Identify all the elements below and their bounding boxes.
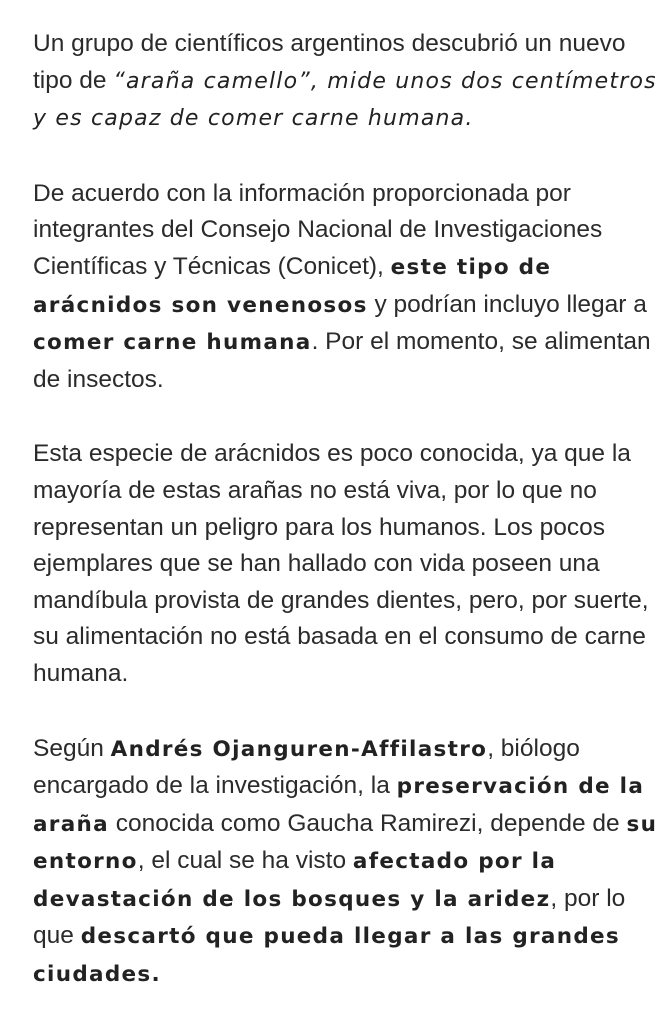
biologist-bold-descarto: descartó que pueda llegar a las grandes ciudades. [33, 924, 621, 988]
biologist-text: Según [33, 734, 111, 762]
species-text: Esta especie de arácnidos es poco conocida, ya que la mayoría de estas arañas no está viva, por lo que no representan un peligro para los humanos. Los pocos ejemplares que se han hallado con vida poseen una mandíbula provista de grandes dientes, pero, por suerte, su alimentación no está basada en el consumo de carne humana. [33, 440, 649, 687]
conicet-text: De acuerdo con la información proporcionada por integrantes del Consejo Nacional de Investigaciones Científicas y Técnicas (Conicet), [33, 179, 603, 280]
biologist-bold-devastacion: afectado por la devastación de los bosques y la aridez [33, 849, 557, 912]
paragraph-intro [33, 26, 669, 138]
biologist-name: Andrés Ojanguren-Affilastro [110, 736, 488, 762]
biologist-text-2: , biólogo encargado de la investigación, la [33, 734, 580, 800]
conicet-text-3: . Por el momento, se alimentan de insectos. [33, 328, 651, 393]
biologist-bold-preservacion: preservación de la araña [33, 774, 645, 837]
conicet-bold-venenosos: este tipo de arácnidos son venenosos [33, 254, 552, 318]
conicet-text-2: y podrían incluyo llegar a [367, 290, 647, 318]
intro-text: Un grupo de científicos argentinos descubrió un nuevo tipo de [33, 30, 626, 94]
conicet-bold-carne: comer carne humana [33, 330, 312, 356]
paragraph-conicet [33, 176, 669, 399]
article-body [33, 26, 669, 994]
intro-emphasis: “araña camello”, mide unos dos centímetros y es capaz de comer carne humana. [33, 68, 657, 132]
paragraph-species [33, 436, 669, 692]
biologist-text-5: , por lo que [33, 884, 626, 950]
biologist-bold-entorno: su entorno [33, 811, 658, 875]
biologist-text-4: , el cual se ha visto [137, 847, 353, 875]
biologist-text-3: conocida como Gaucha Ramirezi, depende de [108, 809, 627, 837]
paragraph-biologist [33, 731, 669, 994]
